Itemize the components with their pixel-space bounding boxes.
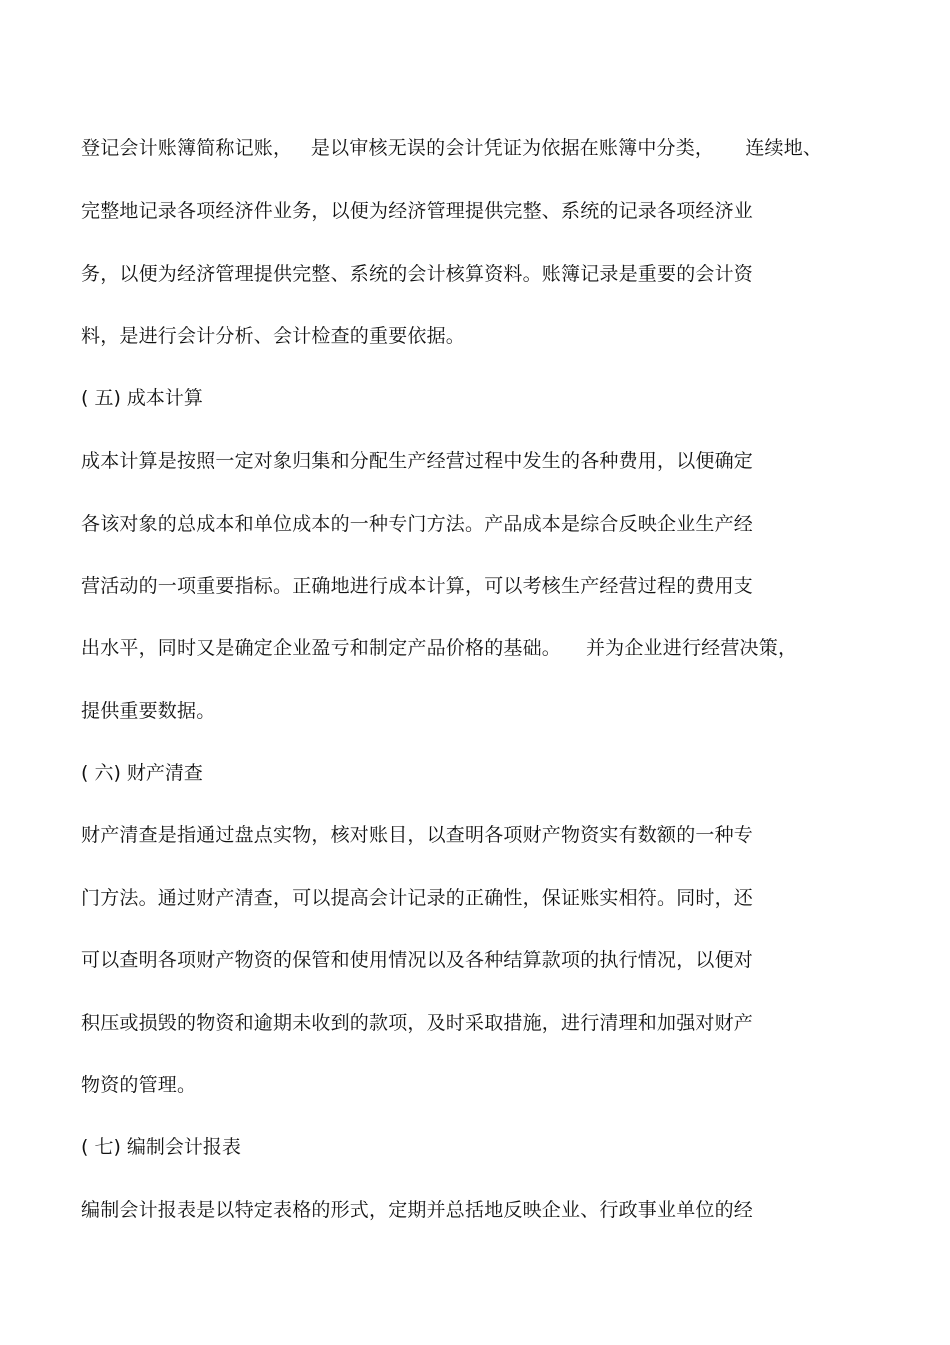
paragraph-line: 可以查明各项财产物资的保管和使用情况以及各种结算款项的执行情况，以便对 (81, 949, 754, 971)
paragraph-line: 出水平，同时又是确定企业盈亏和制定产品价格的基础。 并为企业进行经营决策， (81, 637, 798, 659)
section-heading: ( 六) 财产清查 (81, 762, 203, 784)
section-heading: ( 七) 编制会计报表 (81, 1136, 241, 1158)
paragraph-line: 完整地记录各项经济件业务，以便为经济管理提供完整、系统的记录各项经济业 (81, 200, 754, 222)
paragraph-line: 料，是进行会计分析、会计检查的重要依据。 (81, 325, 466, 347)
paragraph-line: 登记会计账簿简称记账， 是以审核无误的会计凭证为依据在账簿中分类， 连续地、 (81, 137, 823, 159)
paragraph-line: 财产清查是指通过盘点实物，核对账目，以查明各项财产物资实有数额的一种专 (81, 824, 754, 846)
paragraph-line: 成本计算是按照一定对象归集和分配生产经营过程中发生的各种费用，以便确定 (81, 450, 754, 472)
paragraph-line: 物资的管理。 (81, 1074, 197, 1096)
section-heading: ( 五) 成本计算 (81, 387, 203, 409)
paragraph-line: 门方法。通过财产清查，可以提高会计记录的正确性，保证账实相符。同时，还 (81, 887, 754, 909)
paragraph-line: 积压或损毁的物资和逾期未收到的款项，及时采取措施，进行清理和加强对财产 (81, 1012, 754, 1034)
paragraph-line: 营活动的一项重要指标。正确地进行成本计算，可以考核生产经营过程的费用支 (81, 575, 754, 597)
paragraph-line: 提供重要数据。 (81, 700, 216, 722)
paragraph-line: 各该对象的总成本和单位成本的一种专门方法。产品成本是综合反映企业生产经 (81, 513, 754, 535)
paragraph-line: 务，以便为经济管理提供完整、系统的会计核算资料。账簿记录是重要的会计资 (81, 263, 754, 285)
paragraph-line: 编制会计报表是以特定表格的形式，定期并总括地反映企业、行政事业单位的经 (81, 1199, 754, 1221)
